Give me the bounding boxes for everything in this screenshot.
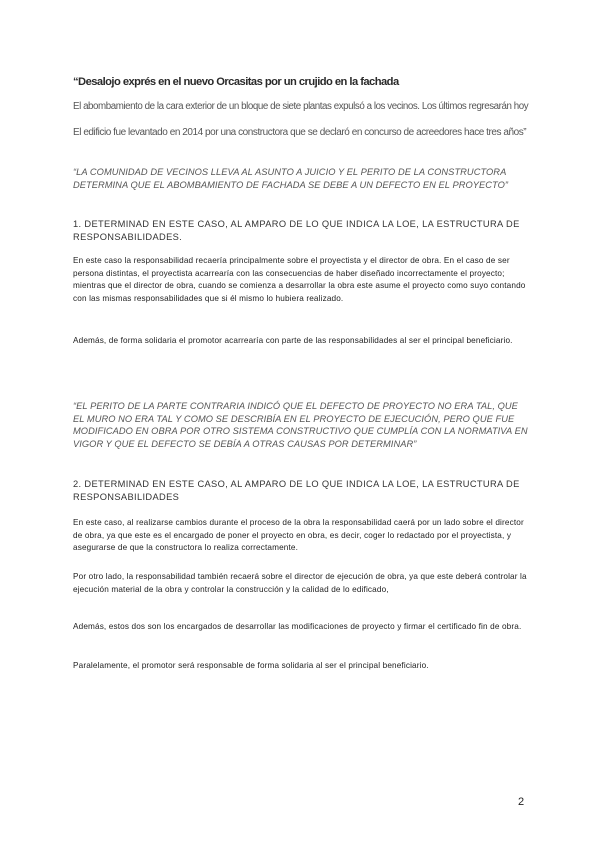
section-2-paragraph-3: Además, estos dos son los encargados de desarrollar las modificaciones de proyecto y firmar el certificado fin de obra. [73, 622, 522, 631]
page-number: 2 [518, 796, 525, 808]
section-2-heading: 2. DETERMINAD EN ESTE CASO, AL AMPARO DE LO QUE INDICA LA LOE, LA ESTRUCTURA DE RESPONSABILIDADES [73, 479, 520, 502]
article-subtitle-1: El abombamiento de la cara exterior de un bloque de siete plantas expulsó a los vecinos. Los últimos regresarán hoy [73, 101, 529, 112]
section-1-paragraph-2: Además, de forma solidaria el promotor acarrearía con parte de las responsabilidades al ser el principal beneficiario. [73, 336, 513, 345]
section-2-paragraph-1: En este caso, al realizarse cambios durante el proceso de la obra la responsabilidad caerá por un lado sobre el director de obra, ya que este es el encargado de poner el proyecto en obra, es decir, coger lo redactado por el proyectista, y asegurarse de que la constructora lo realiza correctamente. [73, 518, 524, 553]
article-subtitle-2: El edificio fue levantado en 2014 por una constructora que se declaró en concurso de acreedores hace tres años” [73, 127, 527, 138]
section-2-quote: “EL PERITO DE LA PARTE CONTRARIA INDICÓ QUE EL DEFECTO DE PROYECTO NO ERA TAL, QUE EL MURO NO ERA TAL Y COMO SE DESCRIBÍA EN EL PROYECTO DE EJECUCIÓN, PERO QUE FUE MODIFICADO EN OBRA POR OTRO SISTEMA CONSTRUCTIVO QUE CUMPLÍA CON LA NORMATIVA EN VIGOR Y QUE EL DEFECTO SE DEBÍA A OTRAS CAUSAS POR DETERMINAR” [73, 401, 528, 450]
section-1-paragraph-1: En este caso la responsabilidad recaería principalmente sobre el proyectista y el director de obra. En el caso de ser persona distintas, el proyectista acarrearía con las consecuencias de haber diseñado incorrectamente el proyecto; mientras que el director de obra, cuando se comienza a desarrollar la obra este asume el proyecto como suyo contando con las mismas responsabilidades que si él mismo lo hubiera realizado. [73, 256, 526, 304]
section-1-heading: 1. DETERMINAD EN ESTE CASO, AL AMPARO DE LO QUE INDICA LA LOE, LA ESTRUCTURA DE RESPONSABILIDADES. [73, 219, 520, 242]
section-1-quote: “LA COMUNIDAD DE VECINOS LLEVA AL ASUNTO A JUICIO Y EL PERITO DE LA CONSTRUCTORA DETERMINA QUE EL ABOMBAMIENTO DE FACHADA SE DEBE A UN DEFECTO EN EL PROYECTO” [73, 167, 509, 190]
section-2-paragraph-2: Por otro lado, la responsabilidad también recaerá sobre el director de ejecución de obra, ya que este deberá controlar la ejecución material de la obra y controlar la construcción y la calidad de lo edificado, [73, 572, 527, 594]
article-title: “Desalojo exprés en el nuevo Orcasitas por un crujido en la fachada [73, 76, 399, 88]
section-2-paragraph-4: Paralelamente, el promotor será responsable de forma solidaria al ser el principal beneficiario. [73, 661, 429, 670]
